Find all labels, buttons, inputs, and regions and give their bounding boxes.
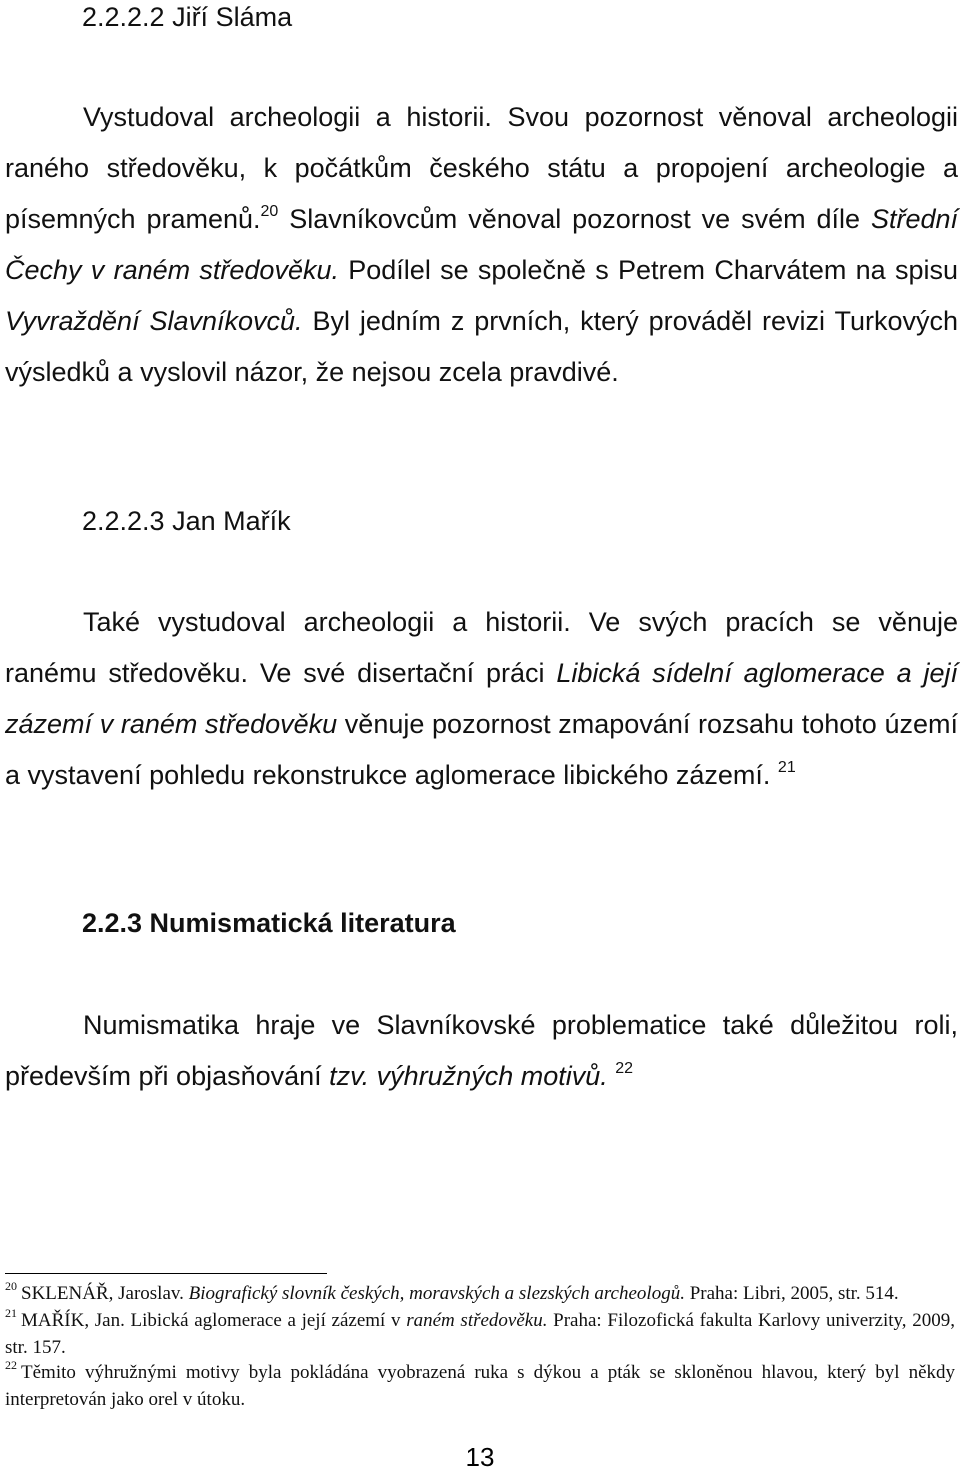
paragraph-jiri-slama	[5, 92, 958, 398]
paragraph-jan-marik	[5, 597, 958, 801]
paragraph-text: Slavníkovcům věnoval pozornost ve svém díle	[278, 204, 871, 234]
footnote-reference-20[interactable]: 20	[260, 203, 279, 220]
footnote-number: 22	[5, 1358, 17, 1372]
paragraph-text: Numismatika hraje ve Slavníkovské problematice také důležitou roli, především při objasňování	[5, 1010, 958, 1091]
paragraph-text: Vystudoval archeologii a historii. Svou pozornost věnoval archeologii raného středověku, k počátkům českého státu a propojení archeologie a písemných pramenů.	[5, 102, 958, 234]
paragraph-numismatika	[5, 1000, 958, 1102]
emphasis-vyhruzne-motivy: tzv. výhružných motivů.	[329, 1061, 608, 1091]
footnote-italic-text: raném středověku.	[406, 1310, 548, 1331]
footnote-text: SKLENÁŘ, Jaroslav.	[21, 1283, 189, 1304]
footnote-reference-21[interactable]: 21	[777, 759, 796, 776]
footnote-20	[5, 1281, 955, 1308]
section-heading-numismatika: 2.2.3 Numismatická literatura	[82, 908, 456, 938]
book-title-stredni-cechy: Střední Čechy v raném středověku.	[5, 204, 958, 285]
footnote-text: Těmito výhružnými motivy byla pokládána vyobrazená ruka s dýkou a pták se skloněnou hlavou, který byl někdy interpretován jako orel v útoku.	[5, 1362, 955, 1410]
footnote-number: 20	[5, 1279, 17, 1293]
book-title-vyvrazdeni-slavnikovcu: Vyvraždění Slavníkovců.	[5, 306, 303, 336]
footnote-text: Praha: Libri, 2005, str. 514.	[684, 1283, 899, 1304]
footnotes	[5, 1281, 955, 1412]
paragraph-text: Také vystudoval archeologii a historii. Ve svých pracích se věnuje ranému středověku. Ve své disertační práci	[5, 607, 958, 688]
paragraph-text: Podílel se společně s Petrem Charvátem na spisu	[338, 255, 958, 285]
page-number: 13	[465, 1442, 495, 1472]
footnote-21	[5, 1308, 955, 1360]
footnote-text: MAŘÍK, Jan. Libická aglomerace a její zázemí v	[21, 1310, 407, 1331]
footnote-separator	[5, 1273, 327, 1274]
footnote-italic-text: Biografický slovník českých, moravských a slezských archeologů.	[188, 1283, 685, 1304]
section-heading-jan-marik: 2.2.2.3 Jan Mařík	[82, 506, 291, 536]
paragraph-text: Byl jedním z prvních, který prováděl revizi Turkových výsledků a vyslovil názor, že nejsou zcela pravdivé.	[5, 306, 958, 387]
section-heading-jiri-slama: 2.2.2.2 Jiří Sláma	[82, 2, 293, 32]
paragraph-text: věnuje pozornost zmapování rozsahu tohoto území a vystavení pohledu rekonstrukce aglomerace libického zázemí.	[5, 709, 958, 790]
dissertation-title: Libická sídelní aglomerace a její zázemí v raném středověku	[5, 658, 958, 739]
footnote-reference-22[interactable]: 22	[615, 1060, 634, 1077]
footnote-22	[5, 1360, 955, 1412]
footnote-text: Praha: Filozofická fakulta Karlovy univerzity, 2009, str. 157.	[5, 1310, 955, 1358]
footnote-number: 21	[5, 1306, 17, 1320]
